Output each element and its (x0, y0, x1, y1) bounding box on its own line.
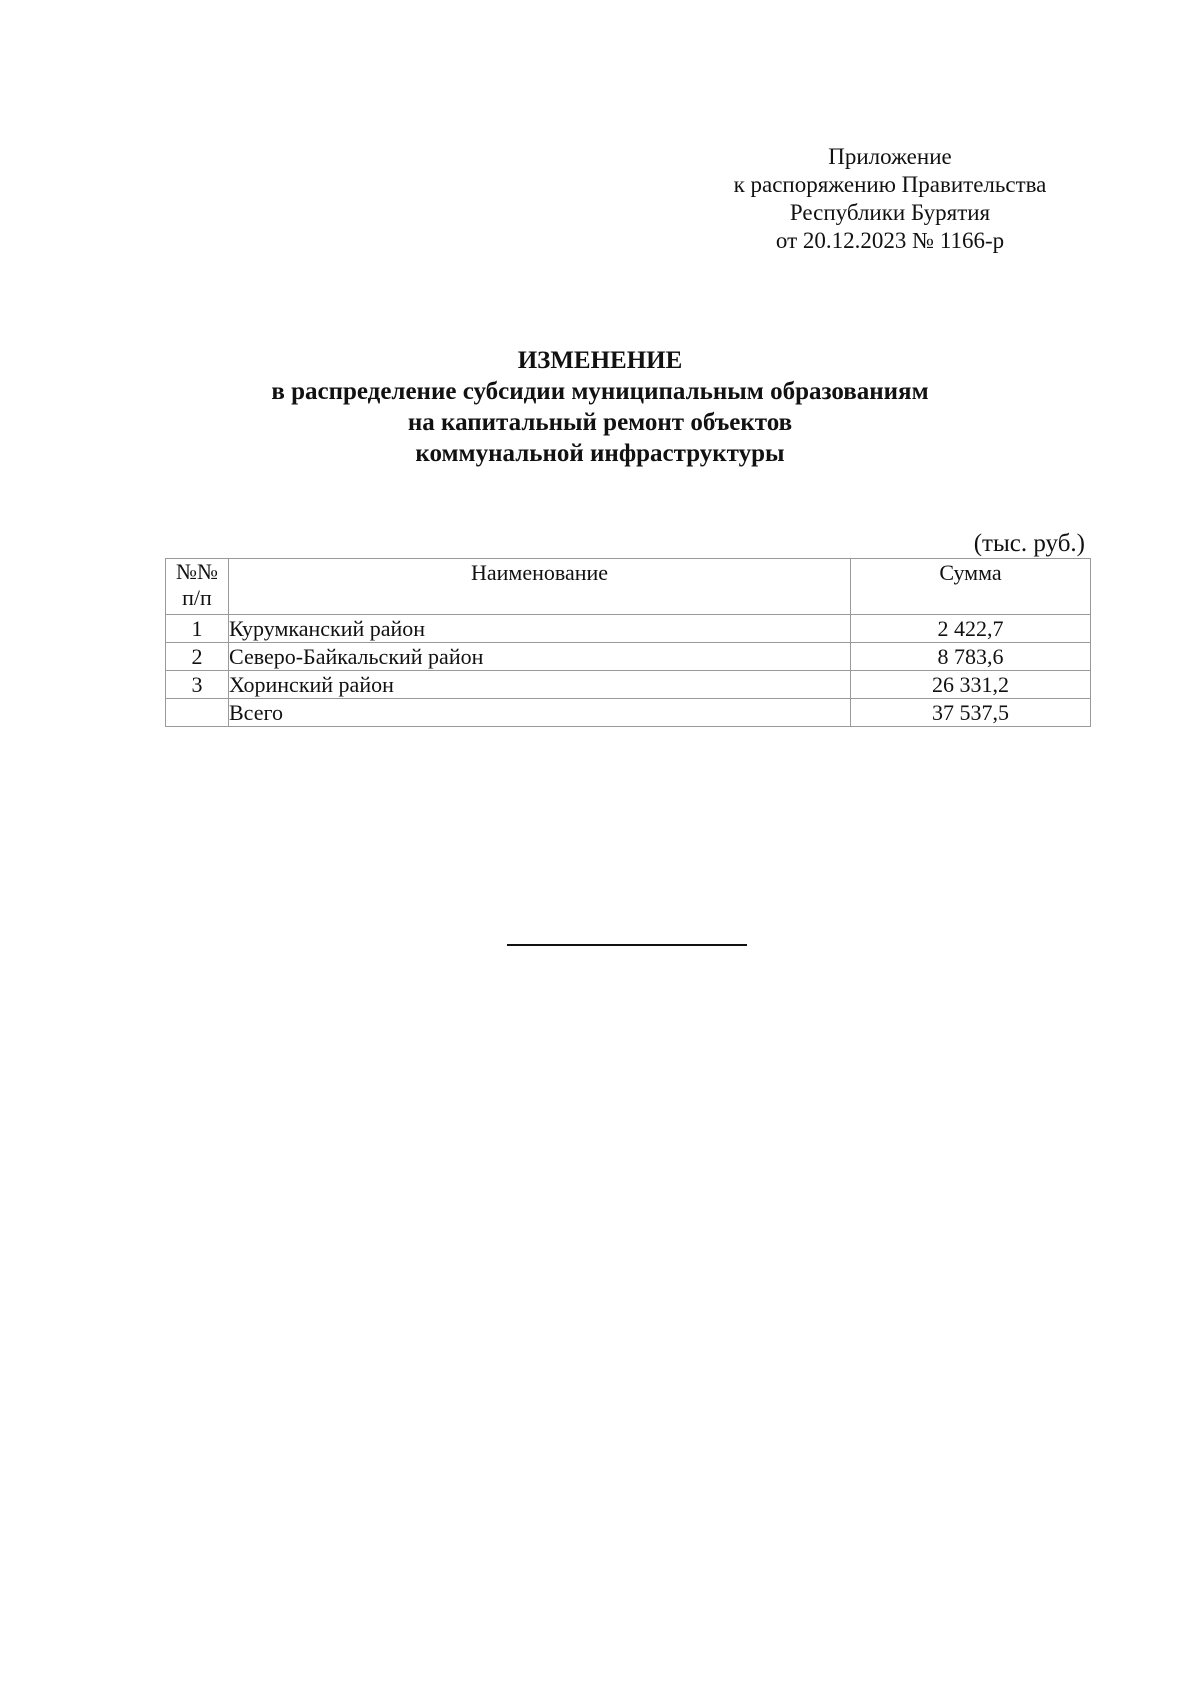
header-sum: Сумма (851, 559, 1091, 615)
row-name: Курумканский район (229, 615, 851, 643)
appendix-line-2: к распоряжению Правительства (733, 172, 1047, 197)
table-header-row (166, 559, 1091, 615)
row-name: Хоринский район (229, 671, 851, 699)
table-row (166, 643, 1091, 671)
total-number (166, 699, 229, 727)
row-number: 2 (166, 643, 229, 671)
title-line-2: на капитальный ремонт объектов (407, 409, 793, 436)
title-line-3: коммунальной инфраструктуры (415, 440, 785, 467)
table-row (166, 615, 1091, 643)
unit-note: (тыс. руб.) (973, 530, 1085, 557)
appendix-line-3: Республики Бурятия (789, 200, 991, 225)
closing-divider (507, 944, 747, 946)
row-number: 3 (166, 671, 229, 699)
header-number-line-2: п/п (182, 585, 212, 610)
header-number-line-1: №№ (176, 559, 218, 584)
row-sum: 26 331,2 (851, 671, 1091, 699)
header-number (166, 559, 229, 615)
total-label: Всего (229, 699, 851, 727)
table-row (166, 671, 1091, 699)
row-name: Северо-Байкальский район (229, 643, 851, 671)
appendix-line-1: Приложение (828, 144, 952, 169)
row-sum: 8 783,6 (851, 643, 1091, 671)
subsidy-table (165, 558, 1091, 727)
appendix-block (700, 143, 1080, 255)
table-total-row (166, 699, 1091, 727)
row-sum: 2 422,7 (851, 615, 1091, 643)
header-name: Наименование (229, 559, 851, 615)
row-number: 1 (166, 615, 229, 643)
document-title (0, 345, 1200, 469)
total-sum: 37 537,5 (851, 699, 1091, 727)
appendix-line-4: от 20.12.2023 № 1166-р (775, 228, 1005, 253)
title-heading: ИЗМЕНЕНИЕ (517, 347, 683, 374)
title-line-1: в распределение субсидии муниципальным образованиям (271, 378, 929, 405)
